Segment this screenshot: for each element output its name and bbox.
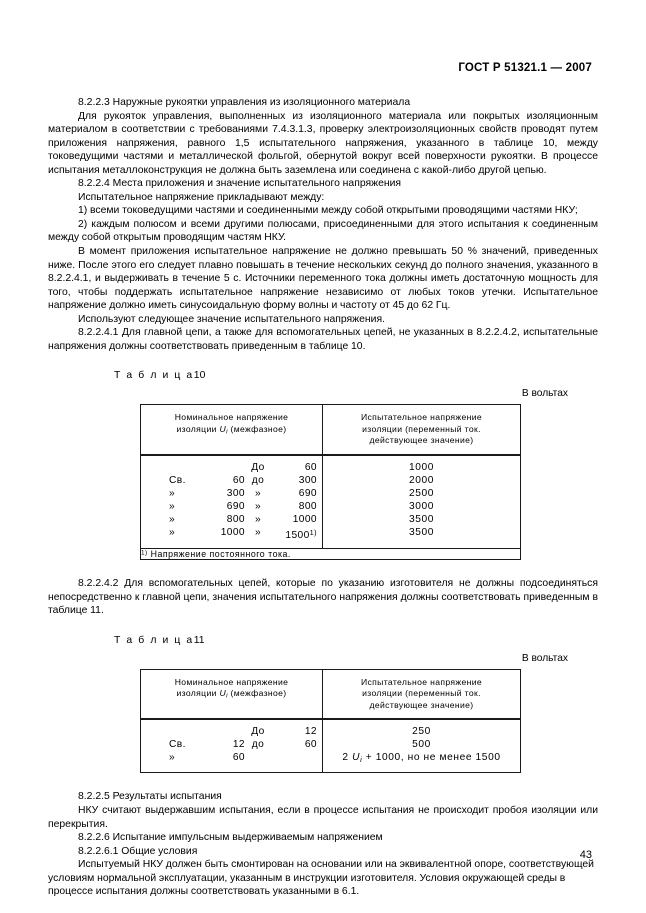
table-10 bbox=[140, 404, 521, 560]
table-10-caption bbox=[114, 370, 598, 381]
table-10-value: 3000 bbox=[408, 500, 435, 512]
table-10-col2-values bbox=[323, 455, 521, 549]
running-head-standard-number: ГОСТ Р 51321.1 — 2007 bbox=[458, 62, 592, 74]
list-item-1: 1) всеми токоведущими частями и соединенными между собой открытыми проводящими частями НКУ; bbox=[78, 205, 578, 217]
table-10-col1-header-line2b: (межфазное) bbox=[230, 423, 287, 434]
range-mid: до bbox=[251, 739, 265, 751]
table-11-col1-header-line1: Номинальное напряжение bbox=[174, 676, 289, 687]
range-to: 300 bbox=[298, 474, 317, 486]
table-10-col2-header-line3: действующее значение) bbox=[369, 435, 474, 446]
table-10-col1-header-symbol: U bbox=[219, 423, 227, 434]
range-from: 300 bbox=[226, 487, 245, 499]
table-10-caption-word: Т а б л и ц а bbox=[114, 370, 194, 382]
table-10-footnote-row bbox=[141, 549, 521, 560]
range-lead bbox=[169, 725, 203, 738]
spacer bbox=[48, 353, 598, 370]
table-11-caption bbox=[114, 635, 598, 646]
range-from: 1000 bbox=[220, 527, 245, 539]
clause-8-2-2-4-2-paragraph: 8.2.2.4.2 Для вспомогательных цепей, которые по указанию изготовителя не должны подсоединяться непосредственно к главной цепи, значения испытательного напряжения должны соответствовать приведенным в таблице 11. bbox=[48, 578, 598, 617]
range-mid bbox=[245, 751, 271, 764]
table-10-footnote bbox=[141, 549, 521, 560]
range-mid: До bbox=[251, 461, 265, 473]
table-10-range-row bbox=[147, 487, 316, 500]
table-11-range-row bbox=[147, 751, 316, 764]
table-11-col1-header bbox=[141, 669, 323, 719]
clause-8-2-2-6-1-heading: 8.2.2.6.1 Общие условия bbox=[78, 845, 198, 857]
table-10-col1-header-line1: Номинальное напряжение bbox=[174, 412, 289, 423]
footnote-text: Напряжение постоянного тока. bbox=[150, 549, 291, 560]
range-from bbox=[203, 461, 245, 474]
clause-8-2-2-4-heading: 8.2.2.4 Места приложения и значение испытательного напряжения bbox=[78, 178, 402, 190]
table-10-caption-number: 10 bbox=[193, 370, 206, 382]
table-11-units-note: В вольтах bbox=[521, 652, 568, 664]
range-to-value: 1500 bbox=[285, 530, 310, 542]
table-10-col1-header bbox=[141, 405, 323, 455]
range-lead: Св. bbox=[169, 739, 186, 751]
range-lead: » bbox=[169, 500, 176, 512]
table-11-col1-header-line2a: изоляции bbox=[176, 688, 217, 699]
table-11-header-row bbox=[141, 669, 521, 719]
clause-8-2-2-3-paragraph: Для рукояток управления, выполненных из изоляционного материала или покрытых изоляционным материалом в соответствии с требованиями 7.4.3.1.3, проверку электроизоляционных свойств проводят путем приложения напряжения, равного 1,5 испытательного напряжения, указанного в таблице 10, между токоведущими частями и металлической фольгой, обернутой вокруг всей поверхности рукоятки. В процессе испытания металлоконструкция не должна быть заземлена или соединена с какой-либо другой цепью. bbox=[48, 110, 598, 176]
table-10-col2-header bbox=[323, 405, 521, 455]
table-10-block bbox=[48, 370, 598, 560]
range-from: 60 bbox=[232, 752, 245, 764]
spacer bbox=[48, 560, 598, 577]
test-voltage-value-paragraph: Используют следующее значение испытательного напряжения. bbox=[78, 313, 385, 325]
range-mid: До bbox=[251, 726, 265, 738]
spacer bbox=[48, 773, 598, 790]
text-column bbox=[48, 96, 598, 899]
table-10-value: 2500 bbox=[408, 487, 435, 499]
table-11-col1-header-subscript: i bbox=[226, 693, 228, 701]
formula-suffix: + 1000, но не менее 1500 bbox=[362, 752, 501, 764]
clause-8-2-2-3-heading: 8.2.2.3 Наружные рукоятки управления из изоляционного материала bbox=[78, 97, 411, 108]
spacer bbox=[48, 618, 598, 635]
table-10-col2-header-line2: изоляции (переменный ток. bbox=[362, 423, 481, 434]
table-11-col1-header-line2b: (межфазное) bbox=[230, 688, 287, 699]
range-lead: » bbox=[169, 513, 176, 525]
table-10-range-row bbox=[147, 461, 316, 474]
range-lead: » bbox=[169, 752, 176, 764]
range-mid: » bbox=[254, 500, 262, 512]
table-10-units-note: В вольтах bbox=[521, 388, 568, 400]
range-from: 12 bbox=[232, 739, 245, 751]
table-11-formula-value bbox=[329, 751, 514, 766]
table-11-col1-ranges bbox=[141, 719, 323, 773]
table-10-range-row bbox=[147, 526, 316, 542]
table-10-col1-header-line2a: изоляции bbox=[176, 423, 217, 434]
table-10-col2-header-line1: Испытательное напряжение bbox=[360, 412, 483, 423]
table-10-col1-ranges bbox=[141, 455, 323, 549]
table-11-range-row bbox=[147, 725, 316, 738]
table-11-block bbox=[48, 635, 598, 774]
table-10-range-row bbox=[147, 513, 316, 526]
range-to: 690 bbox=[298, 487, 317, 499]
formula-prefix: 2 bbox=[342, 752, 353, 764]
range-to bbox=[271, 526, 317, 542]
table-11-value: 250 bbox=[412, 726, 431, 738]
table-11 bbox=[140, 669, 521, 774]
list-item-2: 2) каждым полюсом и всеми другими полюсами, присоединенными для этого испытания к соединенным между собой открытым проводящим частям НКУ. bbox=[48, 218, 598, 244]
range-to: 12 bbox=[304, 726, 317, 738]
formula-subscript: i bbox=[360, 755, 363, 765]
table-11-caption-number: 11 bbox=[193, 634, 205, 646]
table-11-range-row bbox=[147, 738, 316, 751]
table-11-body-row bbox=[141, 719, 521, 773]
table-11-col2-values bbox=[323, 719, 521, 773]
range-to bbox=[271, 751, 317, 764]
table-11-col1-header-symbol: U bbox=[219, 688, 227, 699]
clause-8-2-2-6-heading: 8.2.2.6 Испытание импульсным выдерживаемым напряжением bbox=[78, 832, 383, 844]
range-mid: до bbox=[251, 474, 265, 486]
range-mid: » bbox=[254, 527, 262, 539]
table-10-value: 3500 bbox=[408, 527, 435, 539]
range-lead: » bbox=[169, 487, 176, 499]
formula-symbol: U bbox=[352, 752, 361, 764]
table-10-body-row bbox=[141, 455, 521, 549]
range-lead: Св. bbox=[169, 474, 186, 486]
table-11-col2-header-line2: изоляции (переменный ток. bbox=[362, 688, 481, 699]
range-from bbox=[203, 725, 245, 738]
table-10-value: 2000 bbox=[408, 474, 435, 486]
range-from: 60 bbox=[232, 474, 245, 486]
test-voltage-application-paragraph: В момент приложения испытательное напряжение не должно превышать 50 % значений, приведенных ниже. После этого его следует плавно повышать в течение нескольких секунд до полного значения, указанного в 8.2.2.4.1, и выдерживать в течение 5 с. Источники переменного тока должны иметь достаточную мощность для того, чтобы поддержать испытательное напряжение независимо от любых токов утечки. Испытательное напряжение должно иметь синусоидальную форму волны и частоту от 45 до 62 Гц. bbox=[48, 246, 598, 312]
table-10-range-row bbox=[147, 500, 316, 513]
range-to: 60 bbox=[304, 739, 317, 751]
table-10-range-row bbox=[147, 474, 316, 487]
table-11-col2-header-line3: действующее значение) bbox=[369, 699, 474, 710]
range-to: 800 bbox=[298, 500, 317, 512]
table-11-col2-header bbox=[323, 669, 521, 719]
clause-8-2-2-6-1-paragraph: Испытуемый НКУ должен быть смонтирован на основании или на эквивалентной опоре, соответствующей условиям нормальной эксплуатации, указанным в инструкции изготовителя. Условия окружающей среды в процессе испытания должны соответствовать указанными в 6.1. bbox=[48, 859, 594, 898]
range-to: 1000 bbox=[292, 513, 317, 525]
clause-8-2-2-5-paragraph: НКУ считают выдержавшим испытания, если в процессе испытания не происходит пробоя изоляции или перекрытия. bbox=[48, 804, 598, 830]
table-10-value: 3500 bbox=[408, 513, 435, 525]
range-lead: » bbox=[169, 527, 176, 539]
footnote-marker: 1) bbox=[141, 549, 148, 557]
range-from: 800 bbox=[226, 513, 245, 525]
clause-8-2-2-4-1-paragraph: 8.2.2.4.1 Для главной цепи, а также для вспомогательных цепей, не указанных в 8.2.2.4.2, испытательные напряжения должны соответствовать приведенным в таблице 10. bbox=[48, 327, 598, 352]
range-mid: » bbox=[254, 487, 262, 499]
page-number: 43 bbox=[579, 849, 592, 861]
table-11-caption-word: Т а б л и ц а bbox=[114, 634, 194, 646]
clause-8-2-2-4-intro: Испытательное напряжение прикладывают между: bbox=[78, 191, 325, 203]
table-10-value: 1000 bbox=[408, 461, 435, 473]
table-11-col2-header-line1: Испытательное напряжение bbox=[360, 676, 483, 687]
clause-8-2-2-5-heading: 8.2.2.5 Результаты испытания bbox=[78, 791, 222, 803]
range-mid: » bbox=[254, 513, 262, 525]
table-11-value: 500 bbox=[412, 739, 431, 751]
footnote-reference-marker: 1) bbox=[309, 528, 317, 538]
range-lead bbox=[169, 461, 203, 474]
range-to: 60 bbox=[304, 461, 317, 473]
table-10-col1-header-subscript: i bbox=[226, 428, 228, 436]
range-from: 690 bbox=[226, 500, 245, 512]
table-10-header-row bbox=[141, 405, 521, 455]
